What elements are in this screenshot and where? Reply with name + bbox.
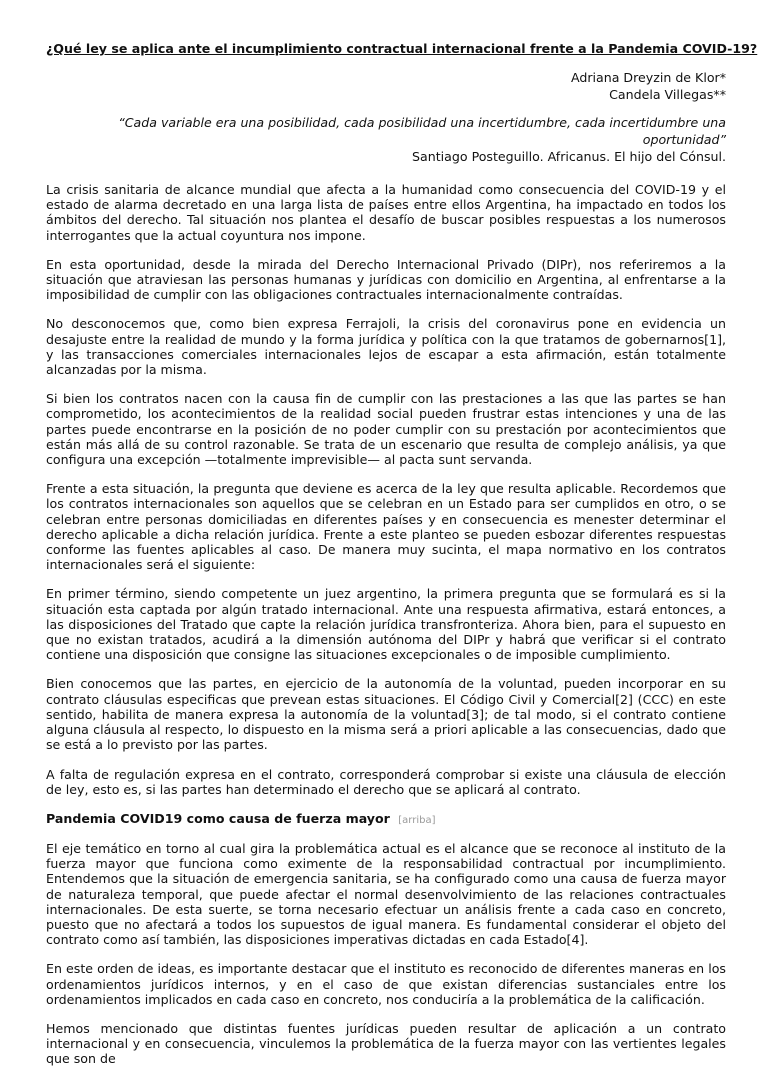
paragraph-1: La crisis sanitaria de alcance mundial que afecta a la humanidad como consecuencia del COVID-19 y el estado de alarma decretado en una larga lista de países entre ellos Argentina, ha impactado en todos los ámbitos del derecho. Tal situación nos plantea el desafío de buscar posibles respuestas a los numerosos interrogantes que la actual coyuntura nos impone. [46,182,726,243]
epigraph-source: Santiago Posteguillo. Africanus. El hijo del Cónsul. [412,149,726,164]
paragraph-6: En primer término, siendo competente un juez argentino, la primera pregunta que se formulará es si la situación esta captada por algún tratado internacional. Ante una respuesta afirmativa, estará entonces, a las disposiciones del Tratado que capte la relación jurídica transfronteriza. Ahora bien, para el supuesto en que no existan tratados, acudirá a la dimensión autónoma del DIPr y habrá que verificar si el contrato contiene una disposición que consigne las situaciones excepcionales o de imposible cumplimiento. [46,586,726,663]
epigraph-quote: “Cada variable era una posibilidad, cada posibilidad una incertidumbre, cada incertidumbre una oportunidad” [118,115,726,147]
paragraph-7: Bien conocemos que las partes, en ejercicio de la autonomía de la voluntad, pueden incorporar en su contrato cláusulas especificas que prevean estas situaciones. El Código Civil y Comercial[2] (CCC) en este sentido, habilita de manera expresa la autonomía de la voluntad[3]; de tal modo, si el contrato contiene alguna cláusula al respecto, lo dispuesto en la misma será a priori aplicable a las consecuencias, dado que se está a lo previsto por las partes. [46,676,726,753]
document-title: ¿Qué ley se aplica ante el incumplimiento contractual internacional frente a la Pandemia COVID-19? [46,41,758,56]
section-heading [46,811,726,829]
epigraph [46,114,726,165]
section-paragraph-1: El eje temático en torno al cual gira la problemática actual es el alcance que se reconoce al instituto de la fuerza mayor que funciona como eximente de la responsabilidad contractual por incumplimiento. Entendemos que la situación de emergencia sanitaria, se ha configurado como una causa de fuerza mayor de naturaleza temporal, que puede afectar el normal desenvolvimiento de las relaciones contractuales internacionales. De esta suerte, se torna necesario efectuar un análisis frente a cada caso en concreto, puesto que no afectará a todos los supuestos de igual manera. Es fundamental considerar el objeto del contrato como así también, las disposiciones imperativas dictadas en cada Estado[4]. [46,840,726,948]
back-to-top-link[interactable]: [arriba] [398,814,436,826]
paragraph-8: A falta de regulación expresa en el contrato, corresponderá comprobar si existe una cláusula de elección de ley, esto es, si las partes han determinado el derecho que se aplicará al contrato. [46,766,726,797]
section-heading-text: Pandemia COVID19 como causa de fuerza mayor [46,810,390,826]
authors-block [46,69,726,103]
author-1: Adriana Dreyzin de Klor* [570,70,726,85]
paragraph-2: En esta oportunidad, desde la mirada del Derecho Internacional Privado (DIPr), nos referiremos a la situación que atraviesan las personas humanas y jurídicas con domicilio en Argentina, al enfrentarse a la imposibilidad de cumplir con las obligaciones contractuales internacionalmente contraídas. [46,256,726,303]
section-paragraph-2: En este orden de ideas, es importante destacar que el instituto es reconocido de diferentes maneras en los ordenamientos jurídicos internos, y en el caso de que existan diferencias sustanciales entre los ordenamientos implicados en cada caso en concreto, nos conduciría a la problemática de la calificación. [46,961,726,1007]
section-paragraph-3: Hemos mencionado que distintas fuentes jurídicas pueden resultar de aplicación a un contrato internacional y en consecuencia, vinculemos la problemática de la fuerza mayor con las vertientes legales que son de [46,1020,726,1067]
paragraph-4: Si bien los contratos nacen con la causa fin de cumplir con las prestaciones a las que las partes se han comprometido, los acontecimientos de la realidad social pueden frustrar estas intenciones y una de las partes puede encontrarse en la posición de no poder cumplir con su prestación por acontecimientos que están más allá de su control razonable. Se trata de un escenario que resulta de complejo análisis, ya que configura una excepción —totalmente imprevisible— al pacta sunt servanda. [46,391,726,468]
paragraph-3: No desconocemos que, como bien expresa Ferrajoli, la crisis del coronavirus pone en evidencia un desajuste entre la realidad de mundo y la forma jurídica y política con la que tratamos de gobernarnos[1], y las transacciones comerciales internacionales lejos de escapar a esta afirmación, están totalmente alcanzadas por la misma. [46,316,726,378]
paragraph-5: Frente a esta situación, la pregunta que deviene es acerca de la ley que resulta aplicable. Recordemos que los contratos internacionales son aquellos que se celebran en un Estado para ser cumplidos en otro, o se celebran entre personas domiciliadas en diferentes países y en consecuencia es menester determinar el derecho aplicable a dicha relación jurídica. Frente a este planteo se pueden esbozar diferentes respuestas conforme las fuentes aplicables al caso. De manera muy sucinta, el mapa normativo en los contratos internacionales será el siguiente: [46,481,726,573]
author-2: Candela Villegas** [609,87,726,102]
